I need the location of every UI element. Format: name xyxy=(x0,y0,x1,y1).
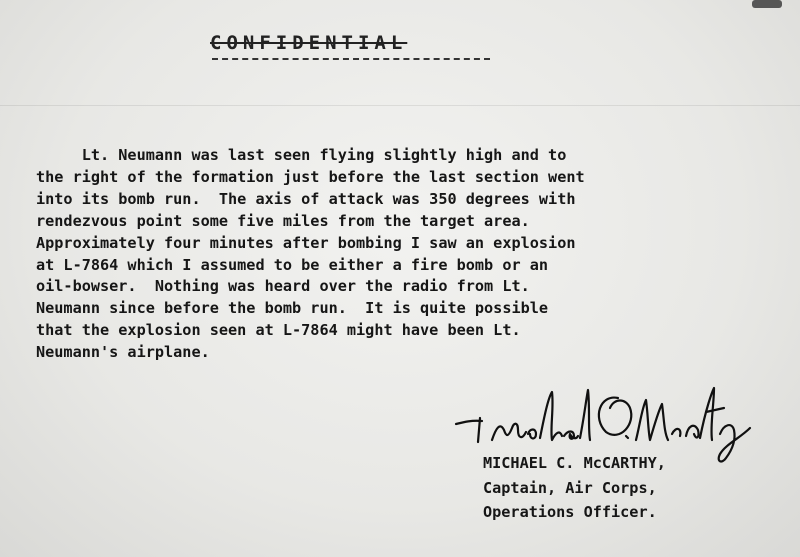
signature-block xyxy=(483,451,666,525)
body-line: into its bomb run. The axis of attack was 350 degrees with xyxy=(36,189,576,208)
page-mark xyxy=(752,0,782,8)
body-line: at L-7864 which I assumed to be either a fire bomb or an xyxy=(36,255,549,274)
body-line: that the explosion seen at L-7864 might have been Lt. xyxy=(36,321,521,340)
body-line: the right of the formation just before the last section went xyxy=(36,167,585,186)
body-line: Neumann since before the bomb run. It is quite possible xyxy=(36,299,549,318)
signer-rank: Captain, Air Corps, xyxy=(483,478,657,497)
signer-title: Operations Officer. xyxy=(483,503,657,521)
body-line: Approximately four minutes after bombing I saw an explosion xyxy=(36,233,576,252)
classification-underline xyxy=(212,58,490,60)
body-line: oil-bowser. Nothing was heard over the radio from Lt. xyxy=(36,277,530,296)
signer-name: MICHAEL C. McCARTHY, xyxy=(483,454,666,472)
page-fold-line xyxy=(0,105,800,106)
body-text xyxy=(36,145,776,364)
body-line: Lt. Neumann was last seen flying slightly high and to xyxy=(36,146,567,164)
body-line: rendezvous point some five miles from the target area. xyxy=(36,211,530,230)
body-line: Neumann's airplane. xyxy=(36,343,210,362)
classification-heading: CONFIDENTIAL xyxy=(210,32,408,54)
